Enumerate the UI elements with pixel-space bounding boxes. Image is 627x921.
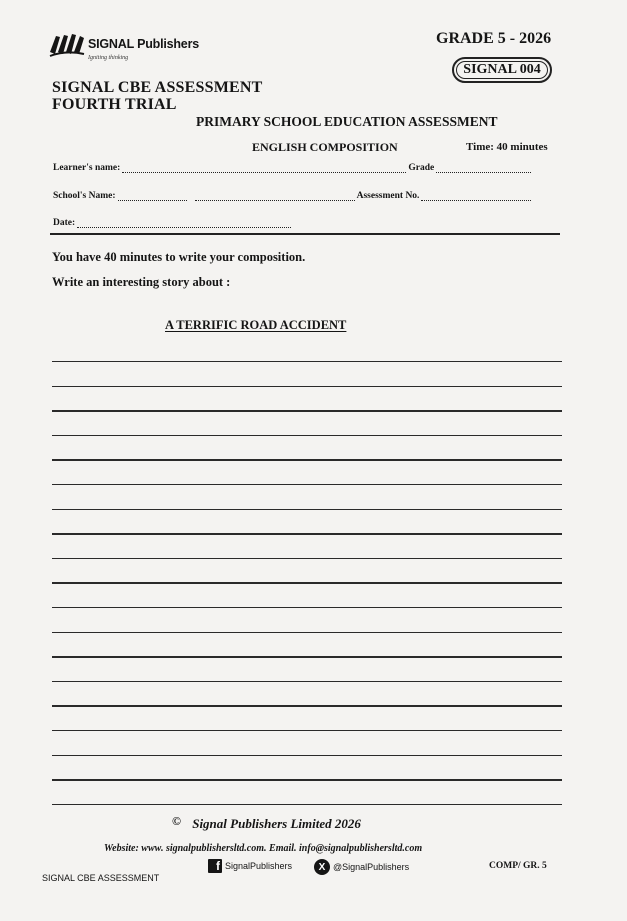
paper-code-badge [452,57,552,83]
facebook-icon: f [208,859,222,873]
program-title: PRIMARY SCHOOL EDUCATION ASSESSMENT [196,114,498,129]
instruction-task: Write an interesting story about : [52,275,231,289]
writing-line[interactable] [52,681,562,682]
writing-line[interactable] [52,410,562,411]
writing-line[interactable] [52,705,562,706]
logo-tagline: Igniting thinking [88,55,129,61]
subject-title: ENGLISH COMPOSITION [252,140,398,154]
learner-details-row [53,163,533,173]
date-row [53,218,293,228]
book-stack-icon [48,30,86,60]
instruction-time: You have 40 minutes to write your composition. [52,250,306,264]
copyright-line [172,816,361,832]
writing-line[interactable] [52,386,562,387]
writing-line[interactable] [52,484,562,485]
copyright-icon: © [172,814,181,828]
writing-line[interactable] [52,582,562,583]
copyright-text: Signal Publishers Limited 2026 [192,816,361,831]
grade-label: Grade [408,163,435,173]
assessment-no-field[interactable] [421,192,531,201]
writing-line[interactable] [52,804,562,805]
writing-line[interactable] [52,607,562,608]
writing-line[interactable] [52,755,562,756]
website-email: Website: www. signalpublishersltd.com. Email. info@signalpublishersltd.com [104,843,423,854]
header-divider [50,233,560,235]
writing-line[interactable] [52,435,562,436]
footer-paper-ref: COMP/ GR. 5 [489,861,547,871]
date-label: Date: [53,218,76,228]
writing-line[interactable] [52,779,562,780]
learner-name-label: Learner's name: [53,163,121,173]
school-details-row [53,191,533,201]
footer-assessment-label: SIGNAL CBE ASSESSMENT [42,873,160,883]
x-text: @SignalPublishers [333,862,410,872]
grade-year: GRADE 5 - 2026 [436,30,552,47]
writing-line[interactable] [52,509,562,510]
assessment-no-label: Assessment No. [356,191,420,201]
x-handle [314,859,409,875]
assessment-title: SIGNAL CBE ASSESSMENT [52,79,263,96]
writing-line[interactable] [52,361,562,362]
writing-line[interactable] [52,730,562,731]
composition-topic: A TERRIFIC ROAD ACCIDENT [165,318,347,332]
paper-code: SIGNAL 004 [463,62,541,77]
learner-name-field[interactable] [122,164,406,173]
writing-line[interactable] [52,533,562,534]
facebook-text: SignalPublishers [225,861,293,871]
school-name-field-continued[interactable] [195,192,354,201]
writing-line[interactable] [52,656,562,657]
publisher-logo [48,30,208,68]
x-icon: X [314,859,330,875]
logo-name: SIGNAL Publishers [88,37,199,51]
trial-label: FOURTH TRIAL [52,96,177,113]
school-name-field[interactable] [118,192,188,201]
grade-field[interactable] [436,164,531,173]
writing-line[interactable] [52,558,562,559]
writing-line[interactable] [52,632,562,633]
time-allowed: Time: 40 minutes [466,141,548,153]
date-field[interactable] [77,219,291,228]
writing-line[interactable] [52,459,562,460]
facebook-handle [208,859,292,873]
school-name-label: School's Name: [53,191,116,201]
